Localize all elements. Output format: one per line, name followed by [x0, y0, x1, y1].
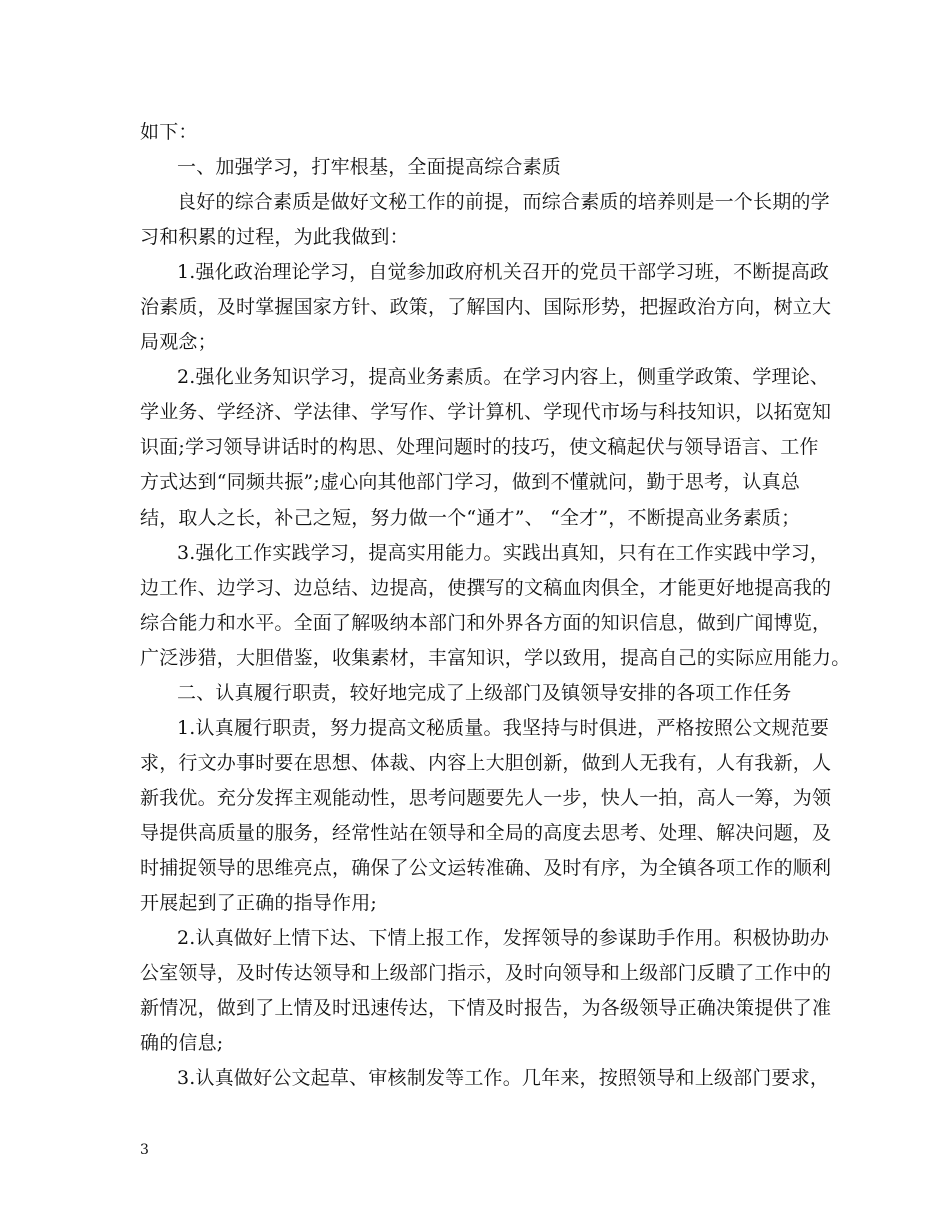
text-line: 局观念； — [140, 331, 217, 353]
text-line: 结，取人之长，补己之短，努力做一个“通才”、 “全才”，不断提高业务素质； — [140, 507, 801, 529]
text-line: 方式达到“同频共振”;虚心向其他部门学习，做到不懂就问，勤于思考，认真总 — [140, 471, 801, 493]
text-line: 识面;学习领导讲话时的构思、处理问题时的技巧，使文稿起伏与领导语言、工作 — [140, 436, 819, 458]
text-line: 习和积累的过程，为此我做到： — [140, 226, 409, 248]
text-line: 良好的综合素质是做好文秘工作的前提，而综合素质的培养则是一个长期的学 — [177, 191, 830, 213]
text-line: 确的信息; — [140, 1032, 224, 1054]
text-line: 导提供高质量的服务，经常性站在领导和全局的高度去思考、处理、解决问题，及 — [140, 822, 832, 844]
text-line: 新情况，做到了上情及时迅速传达，下情及时报告，为各级领导正确决策提供了准 — [140, 997, 832, 1019]
text-line: 开展起到了正确的指导作用; — [140, 892, 378, 914]
text-line: 求，行文办事时要在思想、体裁、内容上大胆创新，做到人无我有，人有我新，人 — [140, 752, 832, 774]
text-line: 学业务、学经济、学法律、学写作、学计算机、学现代市场与科技知识，以拓宽知 — [140, 401, 832, 423]
text-line: 2.强化业务知识学习，提高业务素质。在学习内容上，侧重学政策、学理论、 — [177, 366, 830, 388]
text-line: 综合能力和水平。全面了解吸纳本部门和外界各方面的知识信息，做到广闻博览， — [140, 612, 832, 634]
text-line: 2.认真做好上情下达、下情上报工作，发挥领导的参谋助手作用。积极协助办 — [177, 927, 830, 949]
text-line: 时捕捉领导的思维亮点，确保了公文运转准确、及时有序，为全镇各项工作的顺利 — [140, 857, 832, 879]
text-line: 1.强化政治理论学习，自觉参加政府机关召开的党员干部学习班，不断提高政 — [177, 261, 830, 283]
text-line: 1.认真履行职责，努力提高文秘质量。我坚持与时俱进，严格按照公文规范要 — [177, 717, 830, 739]
text-line: 新我优。充分发挥主观能动性，思考问题要先人一步，快人一拍，高人一筹，为领 — [140, 787, 832, 809]
text-line: 边工作、边学习、边总结、边提高，使撰写的文稿血肉俱全，才能更好地提高我的 — [140, 577, 832, 599]
text-line: 公室领导，及时传达领导和上级部门指示，及时向领导和上级部门反瞶了工作中的 — [140, 962, 832, 984]
text-line: 广泛涉猎，大胆借鉴，收集素材，丰富知识，学以致用，提高自己的实际应用能力。 — [140, 647, 851, 669]
text-line: 治素质，及时掌握国家方针、政策，了解国内、国际形势，把握政治方向，树立大 — [140, 296, 832, 318]
page-number: 3 — [140, 1142, 149, 1158]
text-line: 3.强化工作实践学习，提高实用能力。实践出真知，只有在工作实践中学习， — [177, 542, 830, 564]
text-line: 3.认真做好公文起草、审核制发等工作。几年来，按照领导和上级部门要求， — [177, 1067, 830, 1089]
section-heading: 一、加强学习，打牢根基，全面提高综合素质 — [177, 156, 562, 178]
section-heading: 二、认真履行职责，较好地完成了上级部门及镇领导安排的各项工作任务 — [177, 682, 792, 704]
text-line: 如下： — [140, 121, 198, 143]
